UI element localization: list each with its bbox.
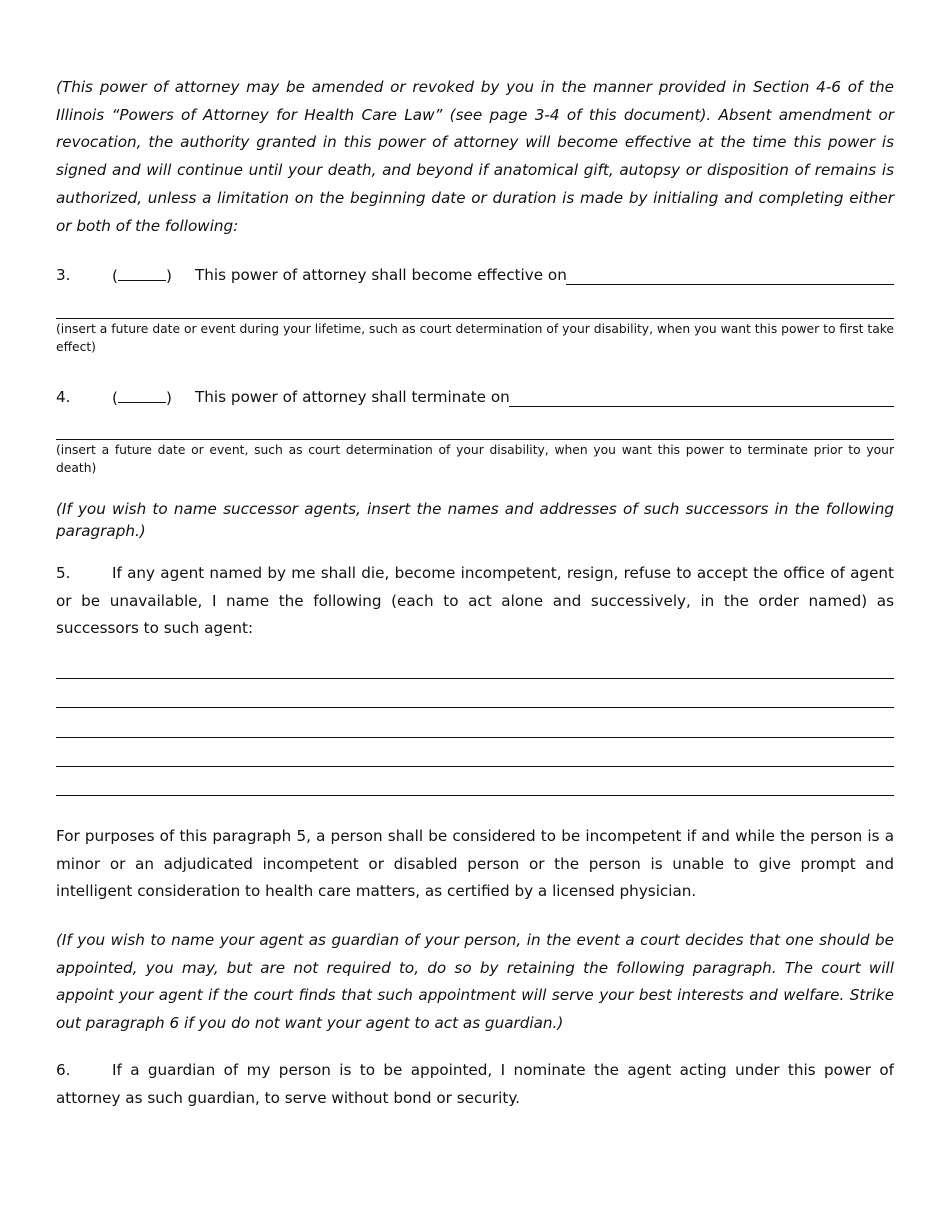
item-3-effective-date-field[interactable]	[566, 283, 894, 285]
item-4-row	[56, 388, 894, 414]
successor-note: (If you wish to name successor agents, insert the names and addresses of such successors in the following paragraph.)	[56, 500, 894, 540]
successor-line-1[interactable]	[56, 678, 894, 679]
item-4-initial-box: ( )	[112, 389, 172, 407]
successor-line-5[interactable]	[56, 795, 894, 796]
item-5-paragraph	[56, 560, 894, 643]
item-6-text: If a guardian of my person is to be appointed, I nominate the agent acting under this power of attorney as such guardian, to serve without bond or security.	[56, 1061, 894, 1107]
item-5-number: 5.	[56, 564, 71, 582]
item-6-number: 6.	[56, 1061, 71, 1079]
item-4-initial-field[interactable]	[118, 388, 166, 403]
item-3-row	[56, 266, 894, 292]
item-4-number: 4.	[56, 388, 71, 406]
item-4-statement: This power of attorney shall terminate on	[195, 388, 510, 406]
intro-note: (This power of attorney may be amended or revoked by you in the manner provided in Section 4-6 of the Illinois “Powers of Attorney for Health Care Law” (see page 3-4 of this document). Absent amendment or revocation, the authority granted in this power of attorney will become effective at the time this power is signed and will continue until your death, and beyond if anatomical gift, autopsy or disposition of remains is authorized, unless a limitation on the beginning date or duration is made by initialing and completing either or both of the following:	[56, 78, 894, 235]
guardian-note: (If you wish to name your agent as guardian of your person, in the event a court decides that one should be appointed, you may, but are not required to, do so by retaining the following paragraph. The court will appoint your agent if the court finds that such appointment will serve your best interests and welfare. Strike out paragraph 6 if you do not want your agent to act as guardian.)	[56, 931, 894, 1033]
item-6-paragraph	[56, 1057, 894, 1112]
item-3-initial-box: ( )	[112, 267, 172, 285]
item-3-statement: This power of attorney shall become effective on	[195, 266, 567, 284]
item-3-continuation-line[interactable]	[56, 318, 894, 319]
item-4-continuation-line[interactable]	[56, 439, 894, 440]
item-4-instruction: (insert a future date or event, such as court determination of your disability, when you want this power to terminate prior to your death)	[56, 443, 894, 475]
item-3-initial-field[interactable]	[118, 266, 166, 281]
item-4-termination-date-field[interactable]	[509, 405, 894, 407]
item-3-instruction: (insert a future date or event during your lifetime, such as court determination of your disability, when you want this power to first take effect)	[56, 322, 894, 354]
incompetent-paragraph: For purposes of this paragraph 5, a person shall be considered to be incompetent if and while the person is a minor or an adjudicated incompetent or disabled person or the person is unable to give prompt and intelligent consideration to health care matters, as certified by a licensed physician.	[56, 827, 894, 901]
successor-line-2[interactable]	[56, 707, 894, 708]
successor-line-4[interactable]	[56, 766, 894, 767]
item-3-number: 3.	[56, 266, 71, 284]
successor-line-3[interactable]	[56, 737, 894, 738]
item-5-text: If any agent named by me shall die, become incompetent, resign, refuse to accept the office of agent or be unavailable, I name the following (each to act alone and successively, in the order named) as successors to such agent:	[56, 564, 894, 638]
